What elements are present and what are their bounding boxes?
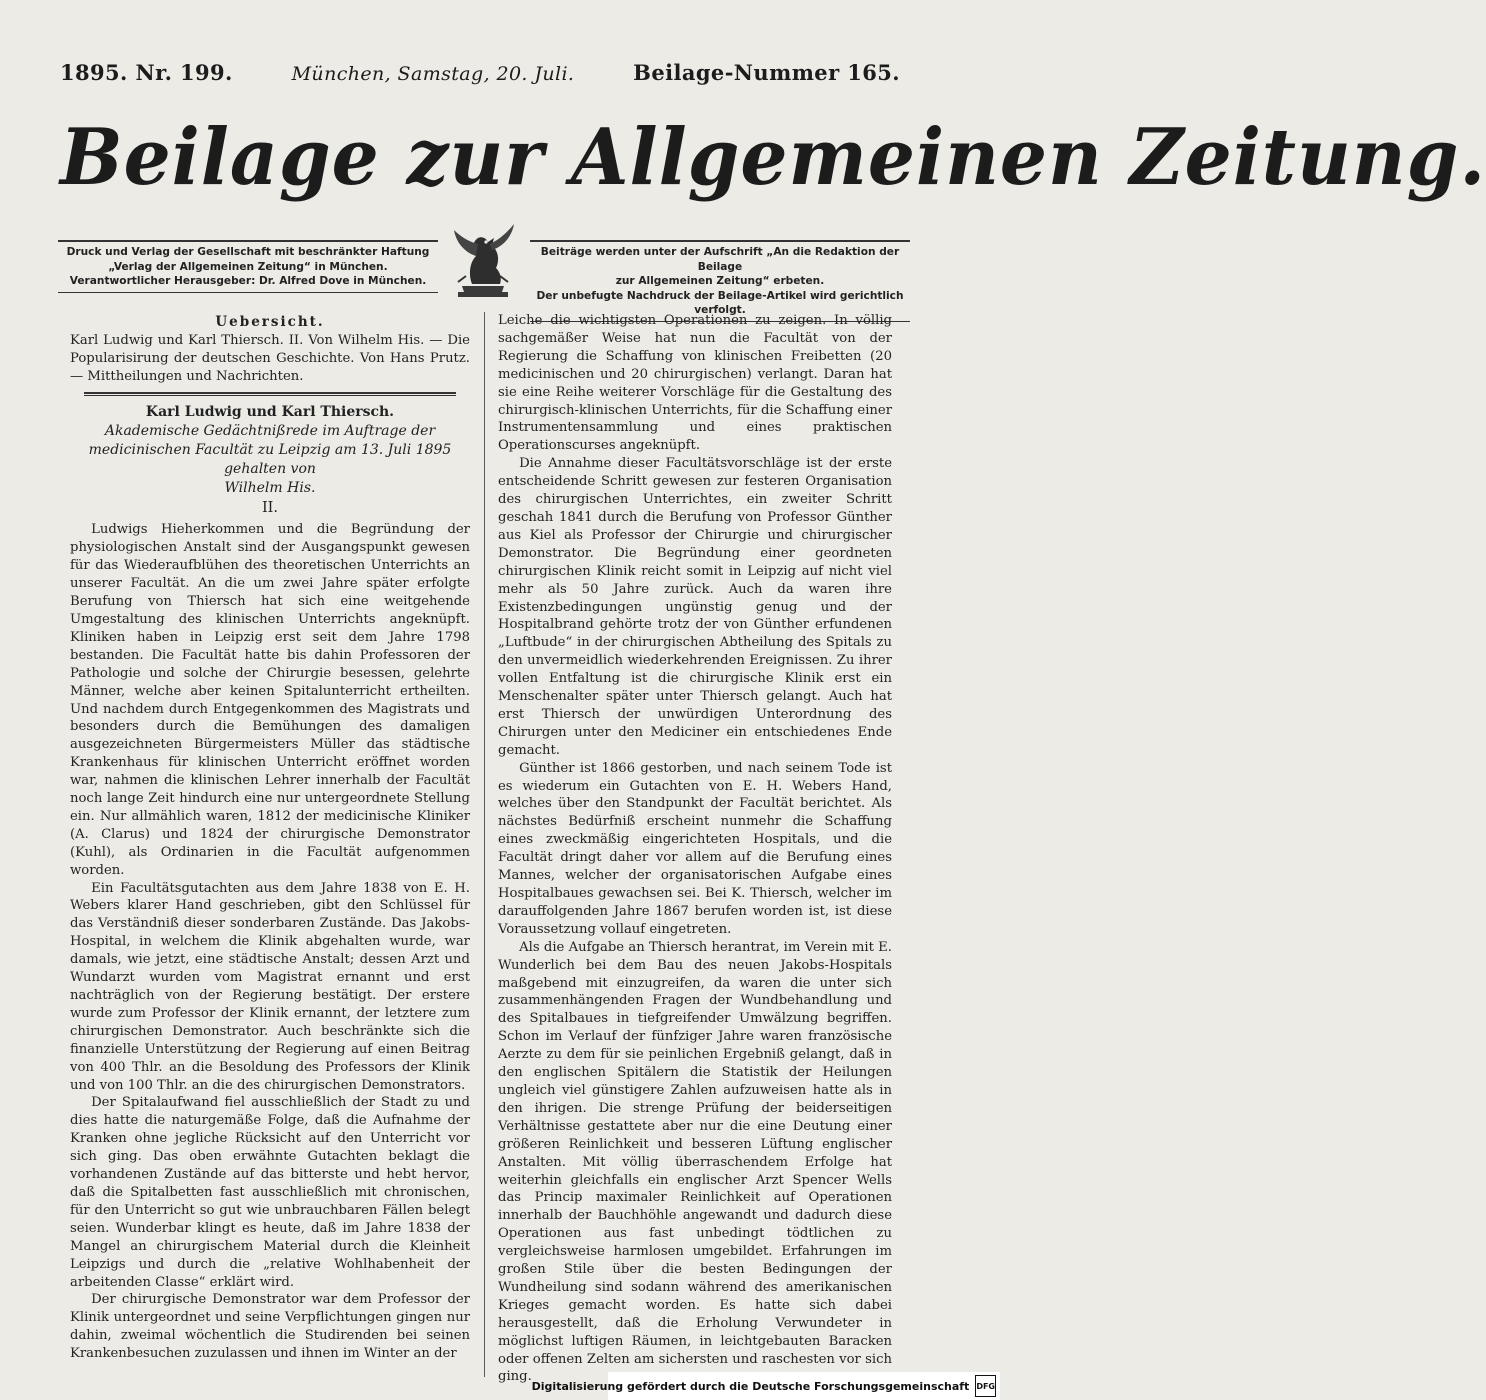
toc-body: Karl Ludwig und Karl Thiersch. II. Von Wilhelm His. — Die Popularisirung der deutschen Geschichte. Von Hans Prutz. — Mittheilungen und Nachrichten. xyxy=(70,332,470,384)
colophon-line: zur Allgemeinen Zeitung“ erbeten. xyxy=(615,275,825,287)
paragraph: Günther ist 1866 gestorben, und nach seinem Tode ist es wiederum ein Gutachten von E. H. Webers Hand, welches über den Standpunkt der Facultät berichtet. Als nächstes Bedürfniß erscheint nunmehr die Schaffung eines zweckmäßig eingerichteten Hospitals, und die Facultät dringt daher vor allem auf die Berufung eines Mannes, welcher der organisatorischen Aufgabe eines Hospitalbaues gewachsen sei. Bei K. Thiersch, welcher im darauffolgenden Jahre 1867 berufen worden ist, ist diese Voraussetzung vollauf eingetreten. xyxy=(498,760,892,937)
colophon-rule xyxy=(58,292,438,293)
colophon-line: Verantwortlicher Herausgeber: Dr. Alfred Dove in München. xyxy=(69,275,427,287)
paragraph: Der chirurgische Demonstrator war dem Professor der Klinik untergeordnet und seine Verpflichtungen gingen nur dahin, zweimal wöchentlich die Studirenden bei seinen Krankenbesuchen zuzulassen und ihnen im Winter an der xyxy=(70,1292,470,1362)
paragraph: Leiche die wichtigsten Operationen zu zeigen. In völlig sachgemäßer Weise hat nun die Facultät von der Regierung die Schaffung von klinischen Freibetten (20 medicinischen und 20 chirurgischen) verlangt. Daran hat sie eine Reihe weiterer Vorschläge für die Gestaltung des chirurgisch-klinischen Unterrichts, für die Schaffung einer Instrumentensammlung und eines praktischen Operationscurses angeknüpft. xyxy=(498,313,893,454)
colophon-line: Beiträge werden unter der Aufschrift „An die Redaktion der Beilage xyxy=(540,246,900,273)
section-rule xyxy=(84,392,456,396)
colophon-line: Druck und Verlag der Gesellschaft mit beschränkter Haftung xyxy=(66,246,430,258)
colophon-rule xyxy=(58,240,438,242)
issue-date: München, Samstag, 20. Juli. xyxy=(291,63,575,85)
paragraph: Die Annahme dieser Facultätsvorschläge ist der erste entscheidende Schritt gewesen zur festeren Organisation des chirurgischen Unterrichtes, ein zweiter Schritt geschah 1841 durch die Berufung von Professor Günther aus Kiel als Professor der Chirurgie und chirurgischer Demonstrator. Die Begründung einer geordneten chirurgischen Klinik reicht somit in Leipzig auf nicht viel mehr als 50 Jahre zurück. Auch da waren ihre Existenzbedingungen ungünstig genug und der Hospitalbrand gehörte trotz der von Günther erfundenen „Luftbude“ in der chirurgischen Abtheilung des Spitals zu den unvermeidlich wiederkehrenden Ereignissen. Zu ihrer vollen Entfaltung ist die chirurgische Klinik erst ein Menschenalter später unter Thiersch gelangt. Auch hat erst Thiersch der unwürdigen Unterordnung des Chirurgen unter den Mediciner ein entschiedenes Ende gemacht. xyxy=(498,456,892,758)
toc-title: Uebersicht. xyxy=(215,314,325,330)
colophon-rule xyxy=(530,240,910,242)
issue-line xyxy=(60,60,900,98)
colophon-line: „Verlag der Allgemeinen Zeitung“ in München. xyxy=(108,260,388,273)
publisher-colophon xyxy=(58,240,438,298)
griffin-emblem-icon xyxy=(442,216,524,300)
article-subtitle: Akademische Gedächtnißrede im Auftrage der medicinischen Facultät zu Leipzig am 13. Juli 1895 gehalten von xyxy=(88,422,452,477)
paragraph: Als die Aufgabe an Thiersch herantrat, im Verein mit E. Wunderlich bei dem Bau des neuen Jakobs-Hospitals maßgebend mit einzugreifen, da waren die unter sich zusammenhängenden Fragen der Wundbehandlung und des Spitalbaues in tiefgreifender Umwälzung begriffen. Schon im Verlauf der fünfziger Jahre waren französische Aerzte zu dem für sie peinlichen Ergebniß gelangt, daß in den englischen Spitälern die Statistik der Heilungen ungleich viel günstigere Zahlen aufzuweisen hatte als in den ihrigen. Die strenge Prüfung der beiderseitigen Verhältnisse gestattete aber nur die eine Deutung einer größeren Reinlichkeit und besseren Lüftung englischer Anstalten. Mit völlig überraschendem Erfolge hat weiterhin gleichfalls ein englischer Arzt Spencer Wells das Princip maximaler Reinlichkeit auf Operationen innerhalb der Bauchhöhle angewandt und dadurch diese Operationen aus fast unbedingt tödtlichen zu vergleichsweise harmlosen umgebildet. Erfahrungen im großen Stile über die besten Bedingungen der Wundheilung sind sodann während des amerikanischen Krieges gemacht worden. Es hatte sich dabei herausgestellt, daß die Erholung Verwundeter in möglichst luftigen Räumen, in leichtgebauten Baracken oder offenen Zelten am sichersten und raschesten vor sich ging. xyxy=(498,939,892,1385)
paragraph: Der Spitalaufwand fiel ausschließlich der Stadt zu und dies hatte die naturgemäße Folge, daß die Aufnahme der Kranken ohne jegliche Rücksicht auf den Unterricht vor sich ging. Das oben erwähnte Gutachten beklagt die vorhandenen Zustände auf das bitterste und hebt hervor, daß die Spitalbetten fast ausschließlich mit chronischen, für den Unterricht so gut wie unbrauchbaren Fällen belegt seien. Wunderbar klingt es heute, daß im Jahre 1838 der Mangel an chirurgischem Material durch die Kleinheit Leipzigs und durch die „relative Wohlhabenheit der arbeitenden Classe“ erklärt wird. xyxy=(70,1095,470,1290)
column-divider xyxy=(484,312,485,1377)
paragraph: Ein Facultätsgutachten aus dem Jahre 1838 von E. H. Webers klarer Hand geschrieben, gibt den Schlüssel für das Verständniß dieser sonderbaren Zustände. Das Jakobs-Hospital, in welchem die Klinik abgehalten wurde, war damals, wie jetzt, eine städtische Anstalt; dessen Arzt und Wundarzt wurden vom Magistrat ernannt und erst nachträglich von der Regierung bestätigt. Der erstere wurde zum Professor der Klinik ernannt, der letztere zum chirurgischen Demonstrator. Auch beschränkte sich die finanzielle Unterstützung der Regierung auf einen Beitrag von 400 Thlr. an die Besoldung des Professors der Klinik und von 100 Thlr. an die des chirurgischen Demonstrators. xyxy=(70,880,470,1093)
right-column xyxy=(498,312,893,1385)
article-part: II. xyxy=(261,499,279,516)
article-title: Karl Ludwig und Karl Thiersch. xyxy=(145,403,395,420)
article-author: Wilhelm His. xyxy=(224,479,316,496)
funding-banner xyxy=(531,1372,1000,1400)
dfg-logo: DFG xyxy=(975,1375,996,1397)
funding-label: Digitalisierung gefördert durch die Deutsche Forschungsgemeinschaft xyxy=(531,1379,970,1393)
colophon-line: Der unbefugte Nachdruck der Beilage-Artikel wird gerichtlich verfolgt. xyxy=(536,289,904,316)
issue-number: 1895. Nr. 199. xyxy=(60,60,233,85)
paragraph: Ludwigs Hieherkommen und die Begründung der physiologischen Anstalt sind der Ausgangspunkt gewesen für das Wiederaufblühen des theoretischen Unterrichts an unserer Facultät. An die um zwei Jahre später erfolgte Berufung von Thiersch hat sich eine weitgehende Umgestaltung des klinischen Unterrichts angeknüpft. Kliniken haben in Leipzig erst seit dem Jahre 1798 bestanden. Die Facultät hatte bis dahin Professoren der Pathologie und solche der Chirurgie besessen, gelehrte Männer, welche aber keinen Spitalunterricht ertheilten. Und nachdem durch Entgegenkommen des Magistrats und besonders durch die Bemühungen des damaligen ausgezeichneten Bürgermeisters Müller das städtische Krankenhaus für klinischen Unterricht eröffnet worden war, nahmen die klinischen Lehrer innerhalb der Facultät noch lange Zeit hindurch eine nur untergeordnete Stellung ein. Nur allmählich waren, 1812 der medicinische Kliniker (A. Clarus) und 1824 der chirurgische Demonstrator (Kuhl), als Ordinarien in die Facultät aufgenommen worden. xyxy=(70,522,470,878)
masthead-title: Beilage zur Allgemeinen Zeitung. xyxy=(60,112,1486,203)
editorial-notice xyxy=(530,240,910,316)
supplement-number: Beilage-Nummer 165. xyxy=(633,60,900,85)
left-column xyxy=(70,312,470,1370)
